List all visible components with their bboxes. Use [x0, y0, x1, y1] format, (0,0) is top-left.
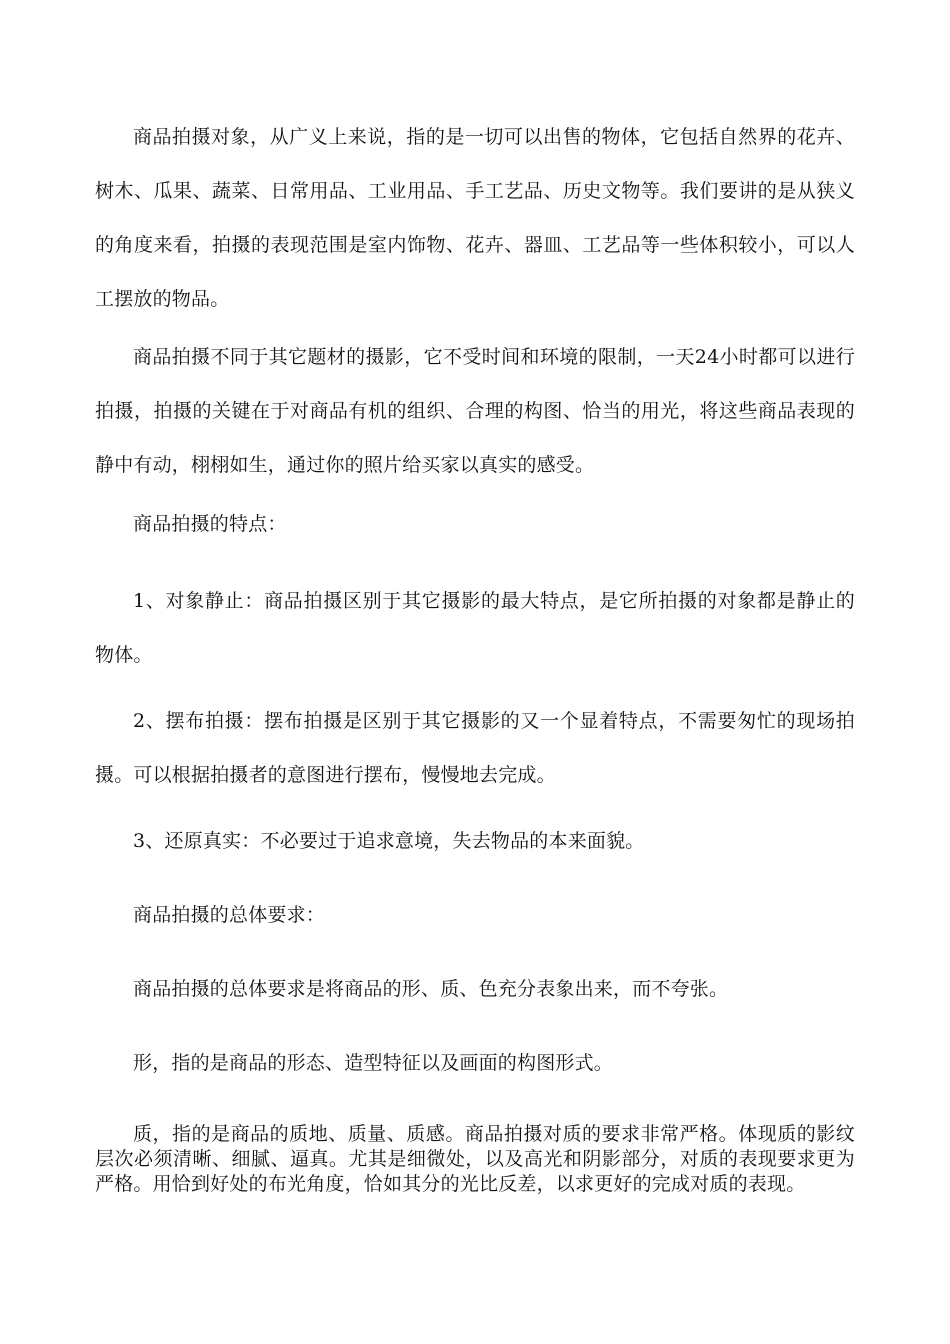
paragraph-intro-scope: 商品拍摄对象，从广义上来说，指的是一切可以出售的物体，它包括自然界的花卉、树木、瓜果、蔬菜、日常用品、工业用品、手工艺品、历史文物等。我们要讲的是从狭义的角度来看，拍摄的表现范围是室内饰物、花卉、器皿、工艺品等一些体积较小，可以人工摆放的物品。 — [95, 126, 855, 310]
paragraph-overall-requirements: 商品拍摄的总体要求是将商品的形、质、色充分表象出来，而不夸张。 — [133, 978, 729, 1000]
list-item-static-objects: 1、对象静止：商品拍摄区别于其它摄影的最大特点，是它所拍摄的对象都是静止的物体。 — [95, 590, 855, 666]
heading-features: 商品拍摄的特点： — [133, 513, 287, 535]
paragraph-shape: 形，指的是商品的形态、造型特征以及画面的构图形式。 — [133, 1052, 614, 1074]
paragraph-quality: 质，指的是商品的质地、质量、质感。商品拍摄对质的要求非常严格。体现质的影纹层次必须清晰、细腻、逼真。尤其是细微处，以及高光和阴影部分，对质的表现要求更为严格。用恰到好处的布光角度，恰如其分的光比反差，以求更好的完成对质的表现。 — [95, 1123, 855, 1195]
document-page — [95, 0, 855, 1344]
heading-overall-requirements: 商品拍摄的总体要求： — [133, 904, 326, 926]
paragraph-intro-difference: 商品拍摄不同于其它题材的摄影，它不受时间和环境的限制，一天24小时都可以进行拍摄，拍摄的关键在于对商品有机的组织、合理的构图、恰当的用光，将这些商品表现的静中有动，栩栩如生，通过你的照片给买家以真实的感受。 — [95, 346, 855, 476]
list-item-arranged-shooting: 2、摆布拍摄：摆布拍摄是区别于其它摄影的又一个显着特点，不需要匆忙的现场拍摄。可以根据拍摄者的意图进行摆布，慢慢地去完成。 — [95, 710, 855, 786]
list-item-true-restoration: 3、还原真实：不必要过于追求意境，失去物品的本来面貌。 — [133, 830, 645, 852]
